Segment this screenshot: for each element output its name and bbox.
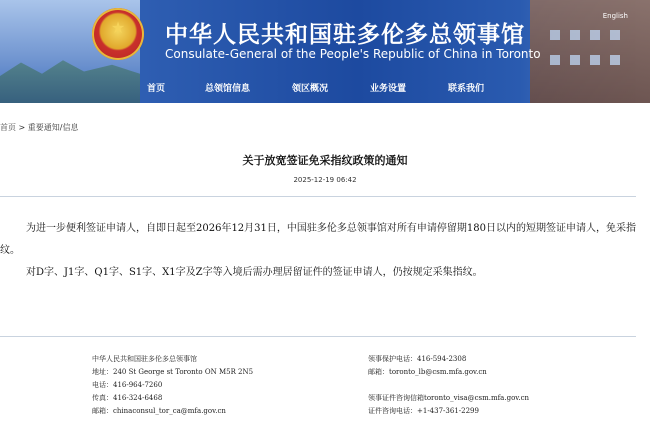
breadcrumb-separator: > bbox=[16, 123, 28, 132]
article-body bbox=[0, 218, 640, 284]
footer-protection-phone-label: 领事保护电话： bbox=[368, 355, 417, 363]
footer-protection-email-link[interactable]: toronto_lb@csm.mfa.gov.cn bbox=[389, 368, 487, 376]
footer-phone-label: 电话： bbox=[92, 381, 113, 389]
nav-item-home[interactable]: 首页 bbox=[147, 84, 166, 94]
footer-phone bbox=[92, 380, 162, 390]
footer-protection-phone-value: 416-594-2308 bbox=[417, 355, 467, 363]
article-title: 关于放宽签证免采指纹政策的通知 bbox=[242, 154, 408, 167]
footer-cert-email-label: 领事证件咨询信箱 bbox=[368, 394, 424, 402]
article-paragraph: 为进一步便利签证申请人，自即日起至2026年12月31日，中国驻多伦多总领事馆对所有申请停留期180日以内的短期签证申请人，免采指纹。 bbox=[0, 223, 636, 256]
divider bbox=[0, 196, 636, 197]
footer-protection-email-label: 邮箱： bbox=[368, 368, 389, 376]
footer-fax bbox=[92, 393, 162, 403]
article-date: 2025-12-19 06:42 bbox=[293, 176, 357, 184]
nav-item-district-overview[interactable]: 领区概况 bbox=[292, 84, 329, 94]
article-paragraph: 对D字、J1字、Q1字、S1字、X1字及Z字等入境后需办理居留证件的签证申请人，仍按规定采集指纹。 bbox=[26, 267, 483, 278]
footer-email-label: 邮箱： bbox=[92, 407, 113, 415]
footer-phone-value: 416-964-7260 bbox=[113, 381, 163, 389]
footer-email bbox=[92, 406, 226, 416]
footer-cert-phone-value: +1-437-361-2299 bbox=[417, 407, 479, 415]
footer-protection-phone bbox=[368, 354, 466, 364]
footer-address bbox=[92, 367, 253, 377]
national-emblem-icon: ★ bbox=[92, 8, 144, 60]
footer-cert-phone-label: 证件咨询电话： bbox=[368, 407, 417, 415]
footer-address-label: 地址： bbox=[92, 368, 113, 376]
nav-item-contact[interactable]: 联系我们 bbox=[448, 84, 485, 94]
footer-email-link[interactable]: chinaconsul_tor_ca@mfa.gov.cn bbox=[113, 407, 226, 415]
nav-item-consulate-info[interactable]: 总领馆信息 bbox=[205, 84, 251, 94]
breadcrumb-section-link[interactable]: 重要通知/信息 bbox=[27, 123, 79, 132]
footer-cert-email-link[interactable]: toronto_visa@csm.mfa.gov.cn bbox=[424, 394, 530, 402]
footer-fax-label: 传真： bbox=[92, 394, 113, 402]
divider bbox=[0, 336, 636, 337]
breadcrumb bbox=[0, 122, 79, 133]
footer-cert-phone bbox=[368, 406, 479, 416]
footer bbox=[0, 350, 650, 438]
footer-consulate-name: 中华人民共和国驻多伦多总领事馆 bbox=[92, 355, 197, 363]
footer-protection-email bbox=[368, 367, 487, 377]
footer-address-value: 240 St George st Toronto ON M5R 2N5 bbox=[113, 368, 254, 376]
header-banner bbox=[0, 0, 650, 103]
nav-item-services[interactable]: 业务设置 bbox=[370, 84, 407, 94]
english-language-link[interactable]: English bbox=[602, 12, 628, 20]
main-nav bbox=[0, 75, 650, 103]
breadcrumb-home-link[interactable]: 首页 bbox=[0, 123, 16, 132]
footer-fax-value: 416-324-6468 bbox=[113, 394, 163, 402]
site-title-en: Consulate-General of the People's Republic of China in Toronto bbox=[165, 47, 541, 61]
site-title-cn: 中华人民共和国驻多伦多总领事馆 bbox=[165, 22, 525, 48]
footer-cert-email bbox=[368, 393, 529, 403]
